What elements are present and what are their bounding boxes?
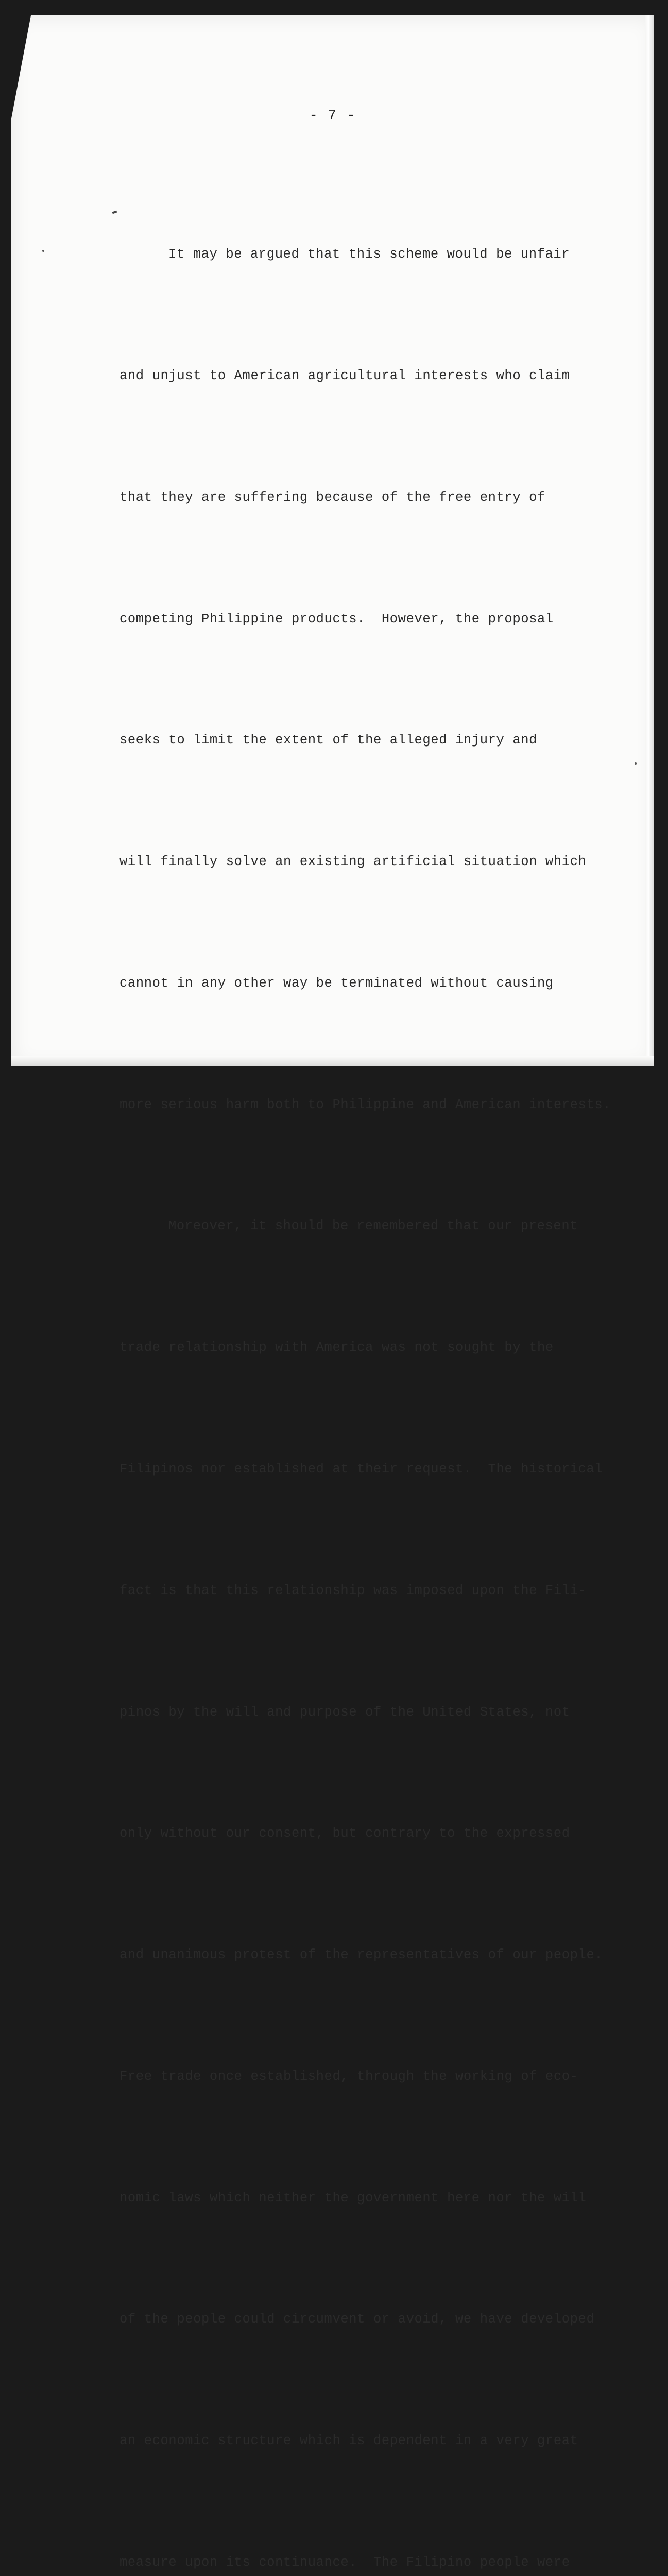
paper-speck (635, 762, 637, 765)
text-line: that they are suffering because of the free entry of (119, 489, 545, 505)
body-text (119, 154, 624, 2576)
margin-mark (112, 211, 117, 214)
text-line: will finally solve an existing artificial situation which (119, 854, 587, 870)
text-line: Filipinos nor established at their request. The historical (119, 1462, 603, 1477)
text-line: Moreover, it should be remembered that our present (168, 1218, 578, 1234)
text-line: seeks to limit the extent of the alleged injury and (119, 733, 538, 748)
page-right-edge (645, 15, 654, 1066)
text-line: cannot in any other way be terminated without causing (119, 975, 554, 991)
text-line: competing Philippine products. However, the proposal (119, 611, 554, 626)
text-line: measure upon its continuance. The Filipino people were (119, 2555, 570, 2570)
text-line: an economic structure which is dependent in a very great (119, 2433, 578, 2449)
text-line: and unanimous protest of the representatives of our people. (119, 1947, 603, 1963)
text-line: fact is that this relationship was imposed upon the Fili- (119, 1583, 587, 1598)
text-line: only without our consent, but contrary to the expressed (119, 1826, 570, 1841)
paper-speck (42, 250, 44, 252)
text-line: more serious harm both to Philippine and American interests. (119, 1097, 611, 1112)
typewritten-page (11, 15, 654, 2570)
text-line: nomic laws which neither the government here nor the will (119, 2190, 587, 2206)
text-line: Free trade once established, through the working of eco- (119, 2069, 578, 2084)
text-line: It may be argued that this scheme would be unfair (168, 247, 570, 262)
torn-corner (11, 15, 31, 118)
text-line: of the people could circumvent or avoid, we have developed (119, 2312, 595, 2327)
text-line: and unjust to American agricultural interests who claim (119, 368, 570, 383)
page-number: - 7 - (309, 108, 356, 124)
text-line: trade relationship with America was not sought by the (119, 1340, 554, 1355)
text-line: pinos by the will and purpose of the United States, not (119, 1704, 570, 1720)
